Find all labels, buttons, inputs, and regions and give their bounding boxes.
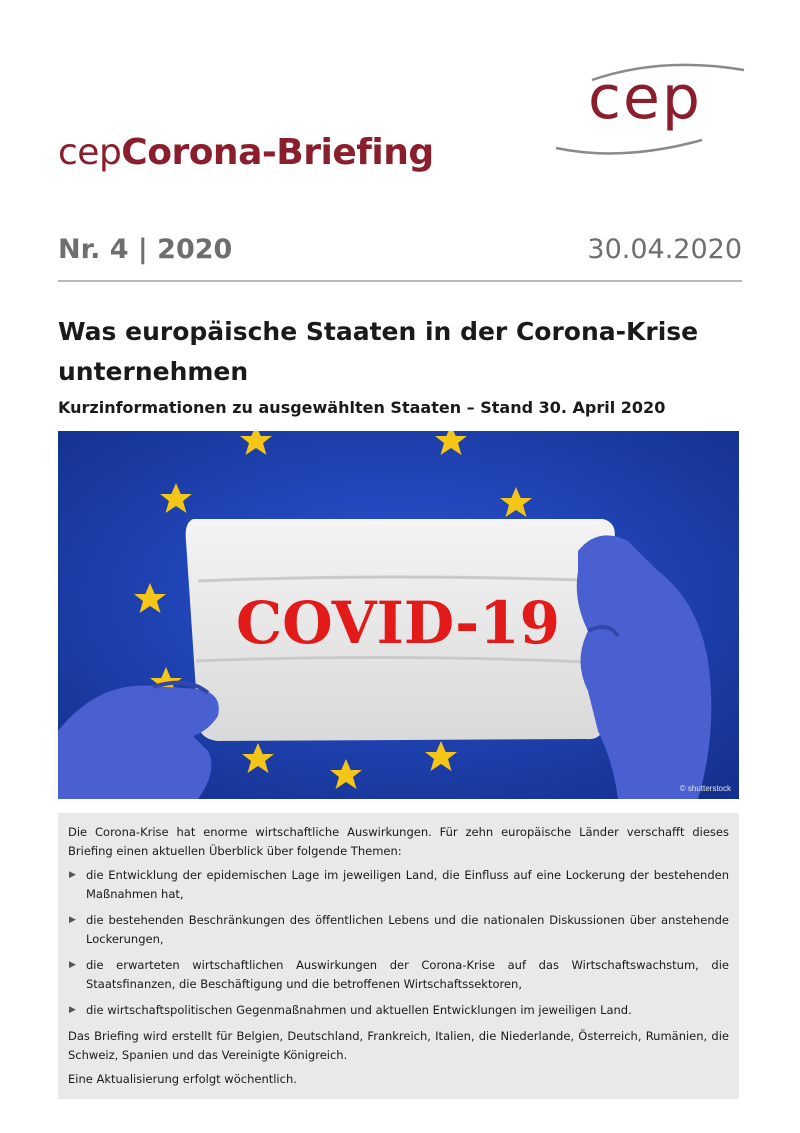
mask-text: COVID-19 [236,589,560,657]
cover-photo [58,431,739,799]
covid-mask-illustration [58,431,739,799]
list-item-text: die wirtschaftspolitischen Gegenmaßnahmen und aktuellen Entwicklungen im jeweiligen Land. [86,1003,632,1017]
photo-credit: © shutterstock [679,784,731,793]
cep-logo [552,58,747,163]
list-item-text: die erwarteten wirtschaftlichen Auswirkungen der Corona-Krise auf das Wirtschaftswachstum, die Staatsfinanzen, die Beschäftigung und die betroffenen Wirtschaftssektoren, [86,958,729,991]
header-divider [58,280,742,282]
bullet-triangle-icon: ▶ [69,915,76,925]
list-item [68,911,729,949]
brand-prefix: cep [58,132,122,173]
bullet-triangle-icon: ▶ [69,870,76,880]
issue-date: 30.04.2020 [587,234,742,265]
infobox-intro: Die Corona-Krise hat enorme wirtschaftliche Auswirkungen. Für zehn europäische Länder verschafft dieses Briefing einen aktuellen Überblick über folgende Themen: [68,825,729,858]
list-item [68,866,729,904]
infobox-countries: Das Briefing wird erstellt für Belgien, Deutschland, Frankreich, Italien, die Niederlande, Österreich, Rumänien, die Schweiz, Spanien und das Vereinigte Königreich. [68,1029,729,1062]
list-item [68,956,729,994]
topic-list [68,866,729,1020]
brand-title [58,132,434,173]
logo-text: cep [588,63,702,133]
list-item-text: die Entwicklung der epidemischen Lage im jeweiligen Land, die Einfluss auf eine Lockerung der bestehenden Maßnahmen hat, [86,868,729,901]
info-box [58,813,739,1099]
infobox-update: Eine Aktualisierung erfolgt wöchentlich. [68,1072,297,1086]
headline: Was europäische Staaten in der Corona-Krise unternehmen [58,317,699,386]
list-item-text: die bestehenden Beschränkungen des öffentlichen Lebens und die nationalen Diskussionen über anstehende Lockerungen, [86,913,729,946]
bullet-triangle-icon: ▶ [69,1005,76,1015]
bullet-triangle-icon: ▶ [69,960,76,970]
issue-number: Nr. 4 | 2020 [58,234,233,265]
brand-main: Corona-Briefing [121,132,434,173]
list-item [68,1001,729,1020]
subheadline: Kurzinformationen zu ausgewählten Staaten – Stand 30. April 2020 [58,398,666,417]
